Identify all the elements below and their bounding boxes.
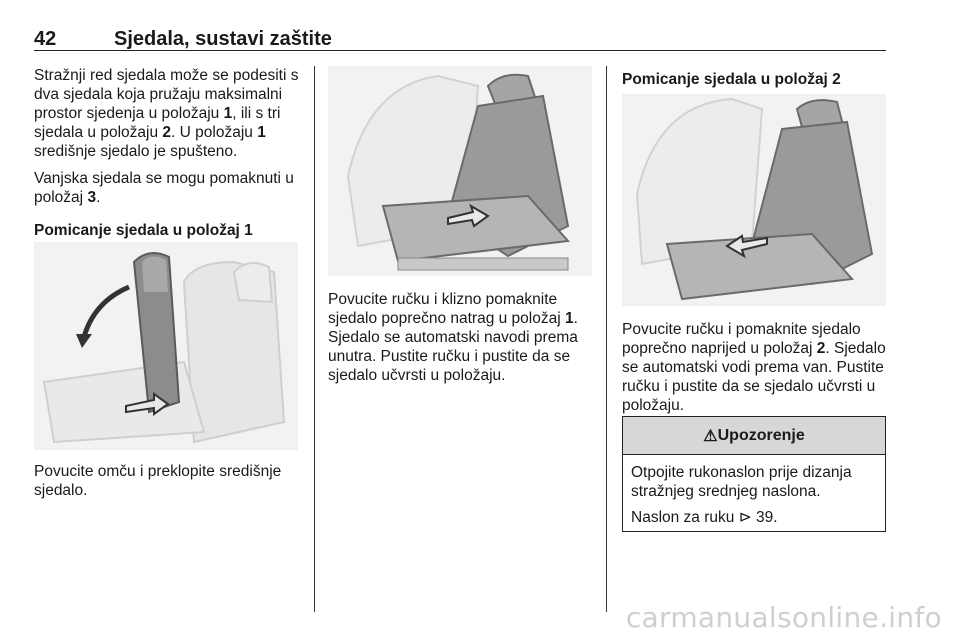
section-heading-position-2: Pomicanje sjedala u položaj 2	[622, 71, 841, 88]
page-header	[34, 28, 886, 51]
column-left	[34, 66, 302, 240]
outer-seats-paragraph: Vanjska sjedala se mogu pomaknuti u položaj 3.	[34, 170, 294, 206]
column-divider	[314, 66, 315, 612]
section-heading-position-1: Pomicanje sjedala u položaj 1	[34, 222, 253, 239]
text-position-1-slide: Povucite ručku i klizno pomaknite sjedalo poprečno natrag u položaj 1. Sjedalo se automatski navodi prema unutra. Pustite ručku i pustite da se sjedalo učvrsti u položaju.	[328, 291, 578, 384]
caption-position-1: Povucite omču i preklopite središnje sjedalo.	[34, 463, 282, 499]
seat-slide-back-drawing	[328, 66, 592, 276]
seat-slide-forward-illustration	[622, 94, 886, 306]
page-number: 42	[34, 28, 57, 50]
warning-icon: ⚠	[703, 427, 718, 445]
warning-title: Upozorenje	[717, 426, 805, 444]
seat-slide-forward-drawing	[622, 94, 886, 306]
column-divider	[606, 66, 607, 612]
seat-slide-back-illustration	[328, 66, 592, 276]
warning-header	[623, 417, 885, 455]
seat-fold-illustration	[34, 242, 298, 450]
armrest-reference: Naslon za ruku ⊳ 39.	[631, 509, 778, 526]
column-right	[622, 70, 886, 89]
warning-box	[622, 416, 886, 532]
page-reference-arrow-icon: ⊳	[738, 509, 752, 526]
warning-body	[623, 455, 885, 527]
warning-text: Otpojite rukonaslon prije dizanja stražnjeg srednjeg naslona.	[631, 464, 852, 500]
page-title: Sjedala, sustavi zaštite	[114, 28, 332, 50]
intro-paragraph: Stražnji red sjedala može se podesiti s dva sjedala koja pružaju maksimalni prostor sjedenja u položaju 1, ili s tri sjedala u položaju 2. U položaju 1 središnje sjedalo je spušteno.	[34, 67, 299, 160]
text-position-2-slide: Povucite ručku i pomaknite sjedalo poprečno naprijed u položaj 2. Sjedalo se automatski vodi prema van. Pustite ručku i pustite da se sjedalo učvrsti u položaju.	[622, 321, 886, 414]
seat-fold-drawing	[34, 242, 298, 450]
watermark: carmanualsonline.info	[625, 601, 942, 634]
